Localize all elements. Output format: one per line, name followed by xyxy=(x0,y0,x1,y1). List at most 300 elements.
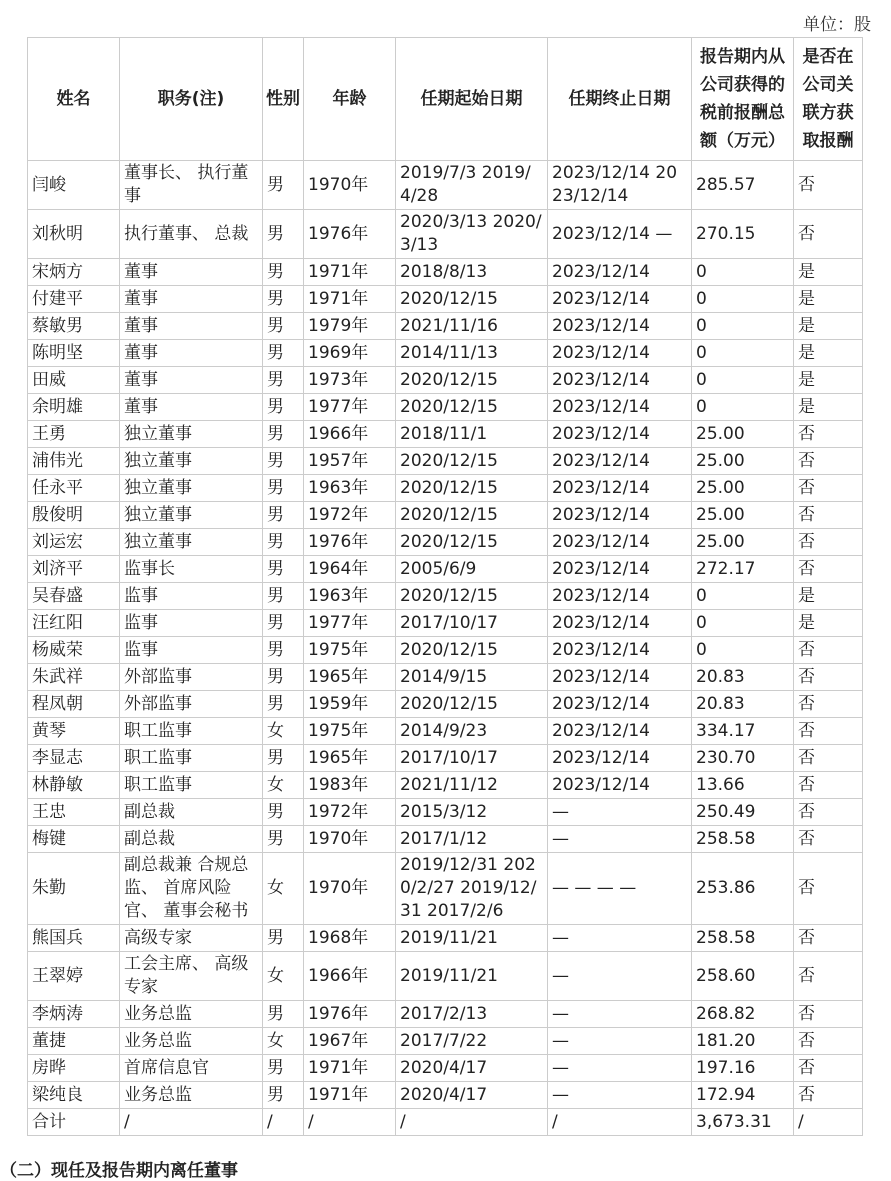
cell-name: 汪红阳 xyxy=(28,610,120,637)
cell-name: 余明雄 xyxy=(28,394,120,421)
header-pay: 报告期内从公司获得的税前报酬总额（万元） xyxy=(692,38,794,161)
cell-end-date: 2023/12/14 xyxy=(548,745,692,772)
cell-name: 吴春盛 xyxy=(28,583,120,610)
cell-pay: 20.83 xyxy=(692,664,794,691)
cell-name: 熊国兵 xyxy=(28,925,120,952)
cell-end-date: 2023/12/14 xyxy=(548,718,692,745)
cell-age: 1970年 xyxy=(304,161,396,210)
cell-pay: 334.17 xyxy=(692,718,794,745)
cell-gender: 男 xyxy=(263,691,304,718)
cell-start-date: 2017/10/17 xyxy=(396,745,548,772)
cell-pay: 272.17 xyxy=(692,556,794,583)
cell-end-date: 2023/12/14 xyxy=(548,340,692,367)
cell-start-date: 2014/9/23 xyxy=(396,718,548,745)
cell-end-date: — xyxy=(548,1001,692,1028)
cell-age: 1976年 xyxy=(304,1001,396,1028)
cell-related-pay: 否 xyxy=(794,637,863,664)
cell-related-pay: 否 xyxy=(794,210,863,259)
cell-title: 副总裁 xyxy=(120,799,263,826)
table-row xyxy=(28,1028,863,1055)
cell-start-date: 2020/12/15 xyxy=(396,286,548,313)
table-row xyxy=(28,161,863,210)
cell-gender: 男 xyxy=(263,1055,304,1082)
cell-related-pay: 否 xyxy=(794,1055,863,1082)
cell-start-date: 2020/12/15 xyxy=(396,691,548,718)
cell-end-date: 2023/12/14 xyxy=(548,529,692,556)
cell-pay: 25.00 xyxy=(692,475,794,502)
cell-related-pay: 是 xyxy=(794,259,863,286)
cell-related-pay: 否 xyxy=(794,529,863,556)
cell-gender: 男 xyxy=(263,421,304,448)
cell-start-date: 2020/12/15 xyxy=(396,637,548,664)
cell-pay: 270.15 xyxy=(692,210,794,259)
cell-name: 浦伟光 xyxy=(28,448,120,475)
cell-start-date: 2020/3/13 2020/3/13 xyxy=(396,210,548,259)
cell-name: 王勇 xyxy=(28,421,120,448)
table-row xyxy=(28,210,863,259)
table-row xyxy=(28,637,863,664)
cell-start-date: 2020/12/15 xyxy=(396,583,548,610)
cell-title: 监事 xyxy=(120,637,263,664)
cell-name: 王翠婷 xyxy=(28,952,120,1001)
cell-pay: 285.57 xyxy=(692,161,794,210)
cell-name: 田威 xyxy=(28,367,120,394)
cell-related-pay: 是 xyxy=(794,340,863,367)
cell-pay: 181.20 xyxy=(692,1028,794,1055)
cell-end-date: 2023/12/14 xyxy=(548,259,692,286)
cell-gender: 男 xyxy=(263,925,304,952)
cell-gender: 男 xyxy=(263,529,304,556)
cell-name: 李显志 xyxy=(28,745,120,772)
cell-end-date: 2023/12/14 xyxy=(548,610,692,637)
cell-title: 独立董事 xyxy=(120,475,263,502)
cell-title: 独立董事 xyxy=(120,529,263,556)
cell-title: 董事 xyxy=(120,286,263,313)
cell-name: 任永平 xyxy=(28,475,120,502)
cell-pay: 250.49 xyxy=(692,799,794,826)
table-row xyxy=(28,853,863,925)
cell-age: 1967年 xyxy=(304,1028,396,1055)
cell-related-pay: 否 xyxy=(794,745,863,772)
cell-gender: 男 xyxy=(263,556,304,583)
cell-title: 业务总监 xyxy=(120,1082,263,1109)
cell-name: 陈明坚 xyxy=(28,340,120,367)
cell-related-pay: / xyxy=(794,1109,863,1136)
cell-end-date: 2023/12/14 xyxy=(548,313,692,340)
cell-end-date: — xyxy=(548,925,692,952)
cell-start-date: 2005/6/9 xyxy=(396,556,548,583)
cell-pay: 0 xyxy=(692,394,794,421)
cell-age: 1979年 xyxy=(304,313,396,340)
cell-gender: 男 xyxy=(263,340,304,367)
cell-end-date: 2023/12/14 xyxy=(548,502,692,529)
cell-pay: 0 xyxy=(692,583,794,610)
cell-related-pay: 否 xyxy=(794,853,863,925)
cell-name: 刘秋明 xyxy=(28,210,120,259)
table-body xyxy=(28,161,863,1136)
cell-name: 程凤朝 xyxy=(28,691,120,718)
unit-label: 单位：股 xyxy=(803,15,871,35)
cell-related-pay: 否 xyxy=(794,161,863,210)
cell-title: 董事长、 执行董事 xyxy=(120,161,263,210)
table-row xyxy=(28,340,863,367)
cell-end-date: 2023/12/14 2023/12/14 xyxy=(548,161,692,210)
cell-related-pay: 否 xyxy=(794,772,863,799)
table-row xyxy=(28,925,863,952)
cell-age: 1971年 xyxy=(304,259,396,286)
table-row xyxy=(28,952,863,1001)
cell-title: 业务总监 xyxy=(120,1001,263,1028)
cell-related-pay: 否 xyxy=(794,1001,863,1028)
cell-age: 1965年 xyxy=(304,664,396,691)
cell-age: 1963年 xyxy=(304,583,396,610)
cell-age: 1972年 xyxy=(304,502,396,529)
cell-title: 外部监事 xyxy=(120,691,263,718)
cell-gender: 男 xyxy=(263,502,304,529)
cell-pay: 0 xyxy=(692,313,794,340)
cell-start-date: 2017/7/22 xyxy=(396,1028,548,1055)
cell-gender: 男 xyxy=(263,161,304,210)
cell-end-date: 2023/12/14 xyxy=(548,448,692,475)
header-gender: 性别 xyxy=(263,38,304,161)
cell-gender: 男 xyxy=(263,210,304,259)
cell-gender: 男 xyxy=(263,313,304,340)
cell-age: 1969年 xyxy=(304,340,396,367)
cell-related-pay: 否 xyxy=(794,826,863,853)
cell-end-date: 2023/12/14 xyxy=(548,421,692,448)
cell-age: 1970年 xyxy=(304,826,396,853)
cell-end-date: 2023/12/14 xyxy=(548,286,692,313)
cell-title: 副总裁 xyxy=(120,826,263,853)
cell-title: 董事 xyxy=(120,394,263,421)
cell-gender: 男 xyxy=(263,799,304,826)
cell-pay: 3,673.31 xyxy=(692,1109,794,1136)
remuneration-table xyxy=(27,37,863,1136)
cell-pay: 258.58 xyxy=(692,925,794,952)
cell-related-pay: 否 xyxy=(794,1028,863,1055)
table-header-row xyxy=(28,38,863,161)
cell-gender: 男 xyxy=(263,826,304,853)
table-row xyxy=(28,826,863,853)
cell-start-date: 2020/12/15 xyxy=(396,367,548,394)
cell-age: 1957年 xyxy=(304,448,396,475)
cell-name: 刘运宏 xyxy=(28,529,120,556)
cell-related-pay: 否 xyxy=(794,952,863,1001)
cell-gender: 男 xyxy=(263,583,304,610)
cell-title: 首席信息官 xyxy=(120,1055,263,1082)
cell-gender: 女 xyxy=(263,952,304,1001)
cell-pay: 0 xyxy=(692,259,794,286)
header-related-pay: 是否在公司关联方获取报酬 xyxy=(794,38,863,161)
cell-start-date: 2020/12/15 xyxy=(396,394,548,421)
table-row xyxy=(28,583,863,610)
cell-name: 宋炳方 xyxy=(28,259,120,286)
cell-age: 1975年 xyxy=(304,637,396,664)
cell-start-date: 2019/11/21 xyxy=(396,952,548,1001)
table-row xyxy=(28,367,863,394)
table-row xyxy=(28,691,863,718)
cell-age: 1977年 xyxy=(304,394,396,421)
cell-related-pay: 是 xyxy=(794,394,863,421)
cell-start-date: / xyxy=(396,1109,548,1136)
cell-gender: 女 xyxy=(263,772,304,799)
cell-pay: 25.00 xyxy=(692,448,794,475)
cell-age: 1965年 xyxy=(304,745,396,772)
cell-gender: / xyxy=(263,1109,304,1136)
header-name: 姓名 xyxy=(28,38,120,161)
cell-gender: 男 xyxy=(263,286,304,313)
cell-name: 殷俊明 xyxy=(28,502,120,529)
cell-title: 独立董事 xyxy=(120,502,263,529)
table-row xyxy=(28,259,863,286)
cell-name: 房晔 xyxy=(28,1055,120,1082)
cell-name: 林静敏 xyxy=(28,772,120,799)
table-row xyxy=(28,394,863,421)
cell-pay: 20.83 xyxy=(692,691,794,718)
table-row xyxy=(28,286,863,313)
cell-pay: 13.66 xyxy=(692,772,794,799)
cell-age: 1971年 xyxy=(304,1082,396,1109)
cell-gender: 男 xyxy=(263,745,304,772)
header-end-date: 任期终止日期 xyxy=(548,38,692,161)
cell-end-date: 2023/12/14 xyxy=(548,556,692,583)
table-row xyxy=(28,1082,863,1109)
table-row xyxy=(28,421,863,448)
cell-gender: 男 xyxy=(263,394,304,421)
cell-end-date: — xyxy=(548,1055,692,1082)
cell-related-pay: 否 xyxy=(794,556,863,583)
cell-gender: 男 xyxy=(263,637,304,664)
cell-gender: 女 xyxy=(263,853,304,925)
cell-gender: 女 xyxy=(263,1028,304,1055)
cell-age: 1972年 xyxy=(304,799,396,826)
cell-start-date: 2021/11/16 xyxy=(396,313,548,340)
table-row xyxy=(28,475,863,502)
cell-end-date: 2023/12/14 xyxy=(548,394,692,421)
cell-title: 业务总监 xyxy=(120,1028,263,1055)
cell-name: 梅键 xyxy=(28,826,120,853)
cell-start-date: 2020/4/17 xyxy=(396,1055,548,1082)
cell-end-date: 2023/12/14 xyxy=(548,475,692,502)
cell-title: 外部监事 xyxy=(120,664,263,691)
cell-title: 董事 xyxy=(120,340,263,367)
cell-start-date: 2020/4/17 xyxy=(396,1082,548,1109)
cell-related-pay: 否 xyxy=(794,925,863,952)
cell-age: 1966年 xyxy=(304,421,396,448)
cell-name: 李炳涛 xyxy=(28,1001,120,1028)
cell-title: 独立董事 xyxy=(120,421,263,448)
cell-age: 1959年 xyxy=(304,691,396,718)
cell-name: 合计 xyxy=(28,1109,120,1136)
cell-related-pay: 是 xyxy=(794,286,863,313)
cell-end-date: — xyxy=(548,1028,692,1055)
cell-start-date: 2018/11/1 xyxy=(396,421,548,448)
cell-related-pay: 否 xyxy=(794,448,863,475)
cell-pay: 0 xyxy=(692,637,794,664)
cell-pay: 258.60 xyxy=(692,952,794,1001)
cell-name: 闫峻 xyxy=(28,161,120,210)
cell-name: 付建平 xyxy=(28,286,120,313)
cell-gender: 男 xyxy=(263,259,304,286)
cell-title: 工会主席、 高级专家 xyxy=(120,952,263,1001)
cell-start-date: 2014/11/13 xyxy=(396,340,548,367)
cell-start-date: 2014/9/15 xyxy=(396,664,548,691)
cell-age: 1971年 xyxy=(304,1055,396,1082)
cell-start-date: 2020/12/15 xyxy=(396,448,548,475)
table-row xyxy=(28,448,863,475)
cell-end-date: 2023/12/14 xyxy=(548,664,692,691)
cell-related-pay: 是 xyxy=(794,313,863,340)
cell-start-date: 2018/8/13 xyxy=(396,259,548,286)
cell-title: 董事 xyxy=(120,367,263,394)
cell-pay: 25.00 xyxy=(692,529,794,556)
cell-age: 1968年 xyxy=(304,925,396,952)
cell-gender: 男 xyxy=(263,475,304,502)
section-heading-partial: （二）现任及报告期内离任董事 xyxy=(0,1161,238,1181)
cell-name: 董捷 xyxy=(28,1028,120,1055)
cell-end-date: 2023/12/14 xyxy=(548,583,692,610)
cell-start-date: 2019/12/31 2020/2/27 2019/12/31 2017/2/6 xyxy=(396,853,548,925)
cell-gender: 男 xyxy=(263,1001,304,1028)
cell-pay: 253.86 xyxy=(692,853,794,925)
cell-gender: 男 xyxy=(263,610,304,637)
cell-pay: 0 xyxy=(692,286,794,313)
cell-end-date: 2023/12/14 xyxy=(548,691,692,718)
cell-related-pay: 否 xyxy=(794,1082,863,1109)
cell-gender: 男 xyxy=(263,448,304,475)
table-total-row xyxy=(28,1109,863,1136)
cell-name: 杨威荣 xyxy=(28,637,120,664)
header-age: 年龄 xyxy=(304,38,396,161)
cell-pay: 25.00 xyxy=(692,502,794,529)
cell-start-date: 2020/12/15 xyxy=(396,475,548,502)
cell-gender: 女 xyxy=(263,718,304,745)
cell-related-pay: 是 xyxy=(794,583,863,610)
table-row xyxy=(28,772,863,799)
cell-name: 蔡敏男 xyxy=(28,313,120,340)
cell-start-date: 2019/7/3 2019/4/28 xyxy=(396,161,548,210)
cell-age: 1971年 xyxy=(304,286,396,313)
cell-age: 1966年 xyxy=(304,952,396,1001)
cell-title: 董事 xyxy=(120,259,263,286)
cell-related-pay: 否 xyxy=(794,718,863,745)
table-row xyxy=(28,718,863,745)
cell-name: 朱武祥 xyxy=(28,664,120,691)
cell-title: 监事 xyxy=(120,610,263,637)
cell-pay: 268.82 xyxy=(692,1001,794,1028)
cell-name: 朱勤 xyxy=(28,853,120,925)
cell-end-date: — xyxy=(548,799,692,826)
table-row xyxy=(28,664,863,691)
cell-age: 1976年 xyxy=(304,529,396,556)
cell-start-date: 2020/12/15 xyxy=(396,529,548,556)
cell-start-date: 2020/12/15 xyxy=(396,502,548,529)
cell-end-date: — xyxy=(548,1082,692,1109)
cell-gender: 男 xyxy=(263,1082,304,1109)
cell-pay: 0 xyxy=(692,340,794,367)
cell-pay: 230.70 xyxy=(692,745,794,772)
cell-end-date: — xyxy=(548,826,692,853)
cell-name: 黄琴 xyxy=(28,718,120,745)
cell-title: 监事 xyxy=(120,583,263,610)
cell-end-date: — xyxy=(548,952,692,1001)
cell-age: 1963年 xyxy=(304,475,396,502)
cell-end-date: 2023/12/14 xyxy=(548,637,692,664)
cell-title: 执行董事、 总裁 xyxy=(120,210,263,259)
cell-age: / xyxy=(304,1109,396,1136)
cell-age: 1983年 xyxy=(304,772,396,799)
cell-name: 王忠 xyxy=(28,799,120,826)
table-row xyxy=(28,1055,863,1082)
cell-related-pay: 是 xyxy=(794,367,863,394)
cell-start-date: 2015/3/12 xyxy=(396,799,548,826)
cell-related-pay: 否 xyxy=(794,691,863,718)
cell-start-date: 2021/11/12 xyxy=(396,772,548,799)
cell-age: 1976年 xyxy=(304,210,396,259)
cell-name: 梁纯良 xyxy=(28,1082,120,1109)
cell-related-pay: 否 xyxy=(794,502,863,529)
cell-pay: 0 xyxy=(692,610,794,637)
table-row xyxy=(28,529,863,556)
table-row xyxy=(28,502,863,529)
header-title: 职务(注) xyxy=(120,38,263,161)
cell-end-date: 2023/12/14 xyxy=(548,772,692,799)
cell-age: 1977年 xyxy=(304,610,396,637)
cell-title: 职工监事 xyxy=(120,718,263,745)
cell-title: 高级专家 xyxy=(120,925,263,952)
cell-related-pay: 是 xyxy=(794,610,863,637)
cell-end-date: / xyxy=(548,1109,692,1136)
cell-related-pay: 否 xyxy=(794,475,863,502)
cell-related-pay: 否 xyxy=(794,421,863,448)
table-row xyxy=(28,610,863,637)
cell-title: 独立董事 xyxy=(120,448,263,475)
cell-pay: 25.00 xyxy=(692,421,794,448)
cell-age: 1973年 xyxy=(304,367,396,394)
cell-pay: 0 xyxy=(692,367,794,394)
cell-name: 刘济平 xyxy=(28,556,120,583)
cell-start-date: 2017/1/12 xyxy=(396,826,548,853)
cell-title: / xyxy=(120,1109,263,1136)
table-row xyxy=(28,313,863,340)
cell-title: 职工监事 xyxy=(120,772,263,799)
cell-age: 1975年 xyxy=(304,718,396,745)
cell-pay: 258.58 xyxy=(692,826,794,853)
cell-gender: 男 xyxy=(263,664,304,691)
cell-end-date: 2023/12/14 — xyxy=(548,210,692,259)
cell-age: 1964年 xyxy=(304,556,396,583)
cell-related-pay: 否 xyxy=(794,664,863,691)
table-row xyxy=(28,745,863,772)
cell-start-date: 2017/2/13 xyxy=(396,1001,548,1028)
cell-pay: 197.16 xyxy=(692,1055,794,1082)
table-row xyxy=(28,1001,863,1028)
cell-title: 监事长 xyxy=(120,556,263,583)
cell-title: 职工监事 xyxy=(120,745,263,772)
cell-title: 副总裁兼 合规总监、 首席风险官、 董事会秘书 xyxy=(120,853,263,925)
cell-end-date: — — — — xyxy=(548,853,692,925)
cell-end-date: 2023/12/14 xyxy=(548,367,692,394)
header-start-date: 任期起始日期 xyxy=(396,38,548,161)
cell-gender: 男 xyxy=(263,367,304,394)
table-row xyxy=(28,556,863,583)
cell-age: 1970年 xyxy=(304,853,396,925)
cell-title: 董事 xyxy=(120,313,263,340)
cell-start-date: 2017/10/17 xyxy=(396,610,548,637)
cell-related-pay: 否 xyxy=(794,799,863,826)
cell-pay: 172.94 xyxy=(692,1082,794,1109)
table-row xyxy=(28,799,863,826)
